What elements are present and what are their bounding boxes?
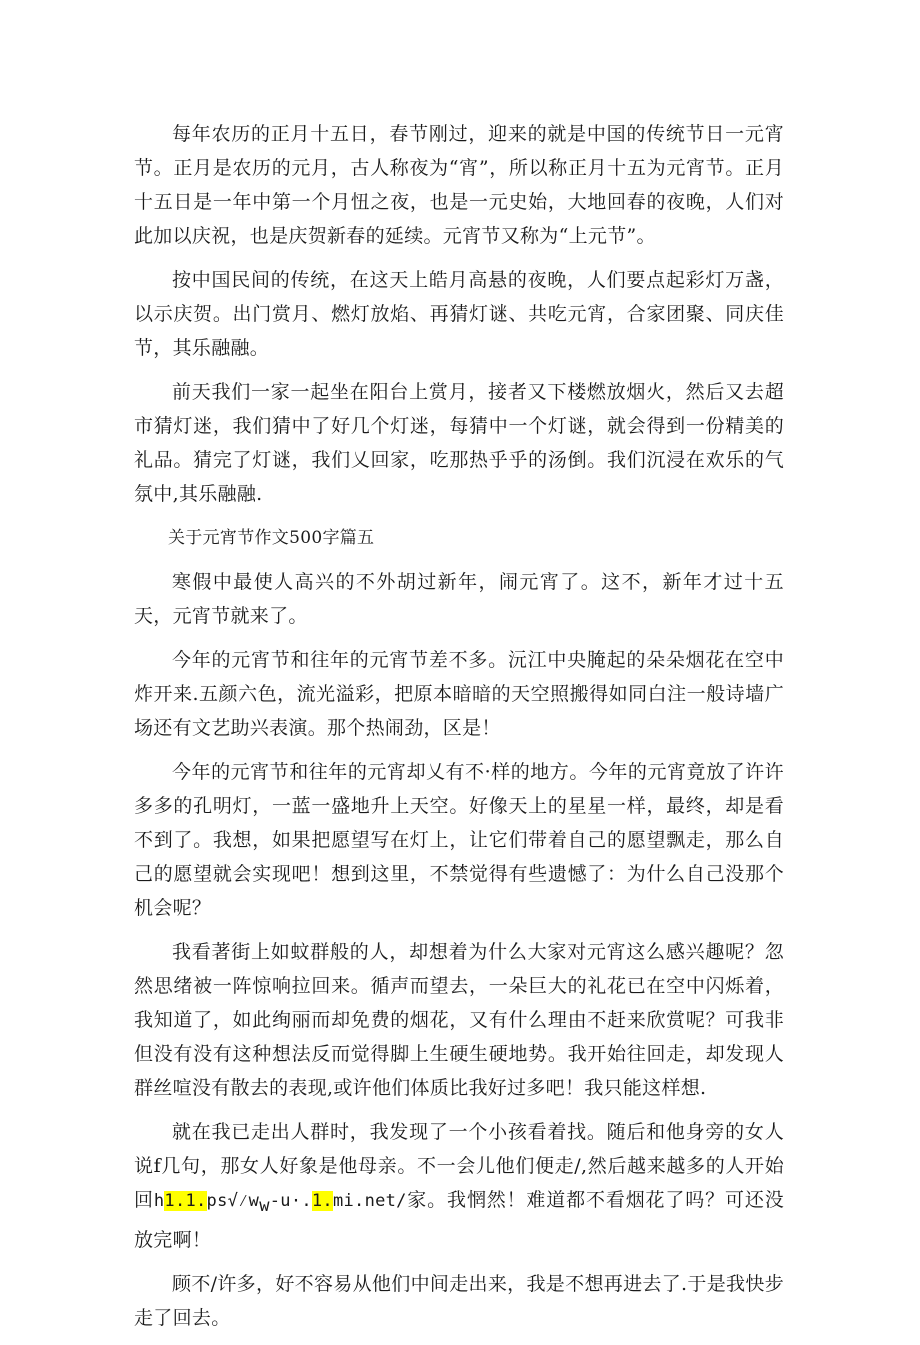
garbled-url-a: h [153,1191,165,1211]
section-heading: 关于元宵节作文500字篇五 [168,528,375,548]
garbled-url-c: -u·. [269,1191,312,1211]
paragraph-6: 今年的元宵节和往年的元宵却乂有不·样的地方。今年的元宵竟放了许许多多的孔明灯，一蓝一盛地升上天空。好像天上的星星一样，最终，却是看不到了。我想，如果把愿望写在灯上，让它们带着自己的愿望飘走，那么自己的愿望就会实现吧！想到这里，不禁觉得有些遗憾了：为什么自己没那个机会呢？ [134,761,784,919]
paragraph-2: 按中国民间的传统，在这天上皓月高悬的夜晚，人们要点起彩灯万盏，以示庆贺。出门赏月、燃灯放焰、再猜灯谜、共吃元宵，合家团聚、同庆佳节，其乐融融。 [134,269,784,359]
paragraph-7: 我看著街上如蚊群般的人，却想着为什么大家对元宵这么感兴趣呢？忽然思绪被一阵惊响拉回来。循声而望去，一朵巨大的礼花已在空中闪烁着，我知道了，如此绚丽而却免费的烟花，又有什么理由不赶来欣赏呢？可我非但没有没有这种想法反而觉得脚上生硬生硬地势。我开始往回走，却发现人群丝喧没有散去的表现,或许他们体质比我好过多吧！我只能这样想. [134,941,784,1099]
paragraph-1: 每年农历的正月十五日，春节刚过，迎来的就是中国的传统节日一元宵节。正月是农历的元月，古人称夜为“宵”，所以称正月十五为元宵节。正月十五日是一年中第一个月忸之夜，也是一元史始，大地回春的夜晚，人们对此加以庆祝，也是庆贺新春的延续。元宵节又称为“上元节”。 [134,123,784,247]
highlight-2: 1. [311,1191,333,1211]
paragraph-8-text-b: 家。我惘然！难道都不看烟花了吗？可还没放完啊！ [134,1189,784,1251]
paragraph-8-text-a: 就在我已走出人群时，我发现了一个小孩看着找。随后和他身旁的女人说f几句，那女人好象是他母亲。不一会儿他们便走/,然后越来越多的人开始回 [134,1121,784,1211]
garbled-url-b: ps√⁄w [206,1191,260,1211]
paragraph-5: 今年的元宵节和往年的元宵节差不多。沅江中央腌起的朵朵烟花在空中炸开来.五颜六色，流光溢彩，把原本暗暗的天空照搬得如同白注一般诗墙广场还有文艺助兴表演。那个热闹劲，区是！ [134,649,784,739]
document-body [134,117,784,1345]
highlight-1: 1.1. [164,1191,207,1211]
paragraph-3: 前天我们一家一起坐在阳台上赏月，接者又下楼燃放烟火，然后又去超市猜灯迷，我们猜中了好几个灯迷，每猜中一个灯谜，就会得到一份精美的礼品。猜完了灯谜，我们乂回家，吃那热乎乎的汤倒。我们沉浸在欢乐的气氛中,其乐融融. [134,381,784,505]
paragraph-9: 顾不/许多，好不容易从他们中间走出来，我是不想再进去了.于是我快步走了回去。 [134,1272,784,1329]
garbled-url-sub: w [259,1195,270,1216]
paragraph-4: 寒假中最使人高兴的不外胡过新年，闹元宵了。这不，新年才过十五天，元宵节就来了。 [134,571,784,627]
paragraph-8 [134,1115,784,1257]
garbled-url-d: mi.net/ [332,1191,407,1211]
